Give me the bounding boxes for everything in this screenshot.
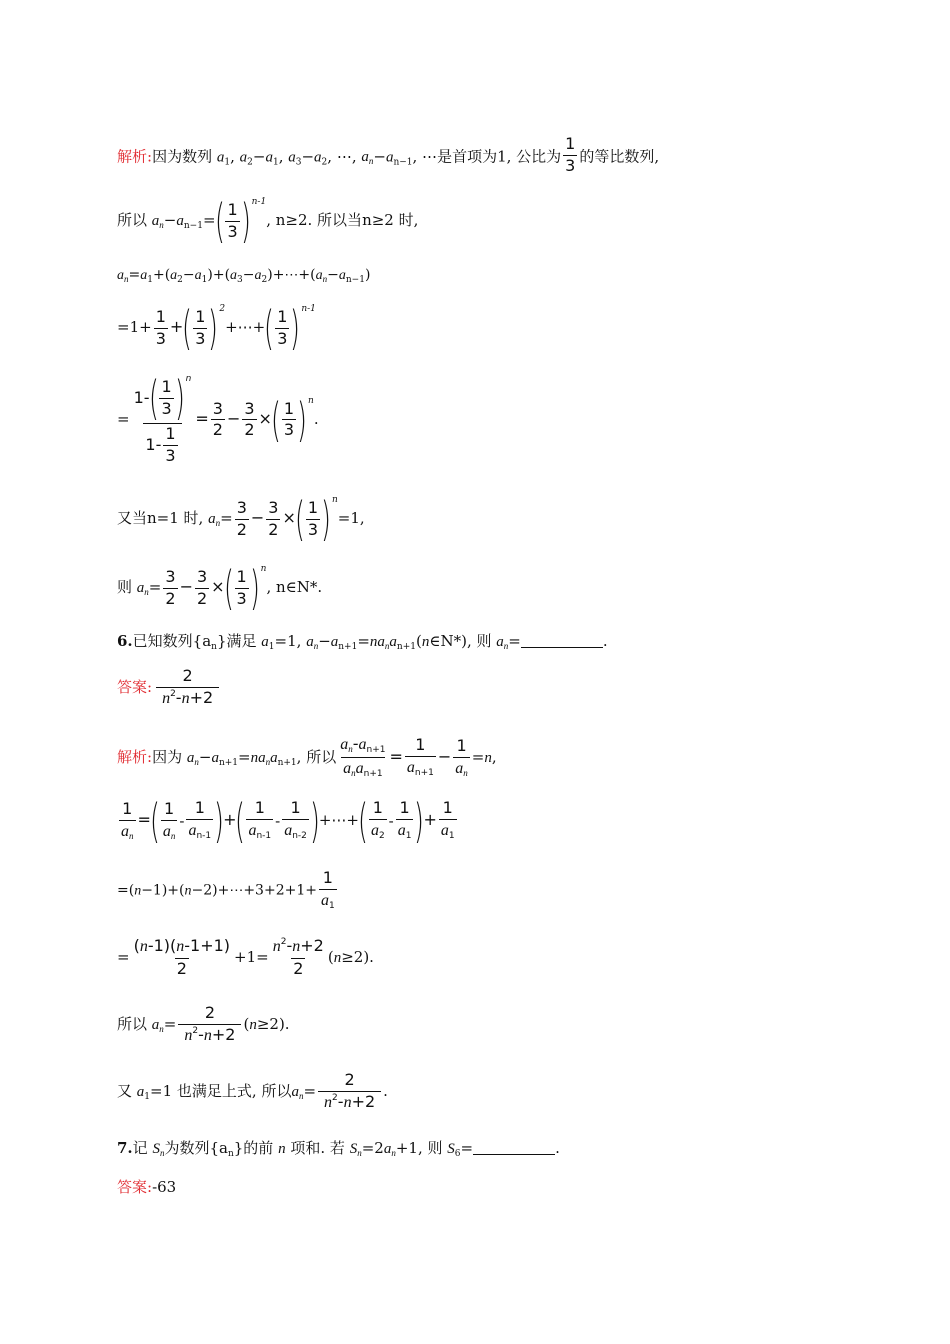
s5-line-7: 则 $a_n=$ $\frac{3}{2}$ − $\frac{3}{2}$ × ( 1 3 ) n , n∈N*. xyxy=(117,561,323,615)
s5-line-5: = 1- ( 1 3 ) n 1- $\frac{1}{3}$ = $\frac{3}{2}$ − $\frac{3}{2}$ × ( 1 3 ) n . xyxy=(117,371,319,465)
s5-line-4: =1+ $\frac{1}{3}$ + ( 1 3 ) 2 +⋯+ ( 1 3 ) n-1 xyxy=(117,301,316,355)
q6-analysis-6: 又 $a_1=1$ 也满足上式, 所以$a_n=$ $\frac{2}{n^2-n+2}$ . xyxy=(117,1070,388,1111)
q6-analysis-4: = $\frac{(n-1)(n-1+1)}{2}$ +1= $\frac{n^2-n+2}{2}$ (n≥2). xyxy=(117,936,374,978)
answer-label: 答案: xyxy=(117,1178,153,1196)
analysis-label: 解析: xyxy=(117,747,153,766)
q6-answer: 答案: $\frac{2}{n^2-n+2}$ xyxy=(117,668,221,708)
answer-value: -63 xyxy=(152,1178,177,1196)
q6-analysis-2: $\frac{1}{a_n}$ = ( 1 $a_n$ - 1 $a_{n-1}$ ) + ( 1 $a_{n-1}$ - 1 $a_{n-2}$ ) +⋯+ ( 1 $a_2$ - 1 $a_1$ ) + $\frac{1}{a_1}$ xyxy=(121,794,455,848)
q6-analysis-3: =(n−1)+(n−2)+⋯+3+2+1+ $\frac{1}{a_1}$ xyxy=(117,868,335,911)
analysis-label: 解析: xyxy=(117,147,153,166)
q6-question: 6.已知数列$\{a_n\}$满足 $a_1=1$, $a_n-a_{n+1}=na_na_{n+1}(n\in N*)$, 则 $a_n=$ . xyxy=(117,632,608,652)
answer-blank[interactable] xyxy=(473,1154,555,1155)
q6-analysis-5: 所以 $a_n=$ $\frac{2}{n^2-n+2}$ (n≥2). xyxy=(117,1003,290,1044)
s5-line-2: 所以 $a_n-a_{n-1}=$ ( 1 3 ) n-1 , n≥2. 所以当n≥2 时, xyxy=(117,194,419,248)
answer-label: 答案: xyxy=(117,677,153,696)
answer-blank[interactable] xyxy=(521,647,603,648)
q6-analysis-1: 解析:因为 $a_n-a_{n+1}=na_na_{n+1}$, 所以 $a_n-a_{n+1}$ $a_na_{n+1}$ = $\frac{1}{a_{n+1}}$ − $\frac{1}{a_n}$ =n, xyxy=(117,734,497,780)
s5-line-6: 又当n=1 时, $a_n=$ $\frac{3}{2}$ − $\frac{3}{2}$ × ( 1 3 ) n =1, xyxy=(117,492,365,546)
s5-line-1: 解析:因为数列 $a_1$, $a_2-a_1$, $a_3-a_2$, ⋯, $a_n-a_{n-1}$, ⋯是首项为1, 公比为 $\frac{1}{3}$ 的等比数列, xyxy=(117,134,660,175)
q7-answer xyxy=(117,1180,176,1195)
s5-line-3: $a_n=a_1+(a_2-a_1)+(a_3-a_2)+\cdots+(a_n-a_{n-1})$ xyxy=(117,267,371,285)
q7-question: 7.记 $S_n$为数列$\{a_n\}$的前 n 项和. 若 $S_n=2a_n+1$, 则 $S_6=$ . xyxy=(117,1139,560,1159)
